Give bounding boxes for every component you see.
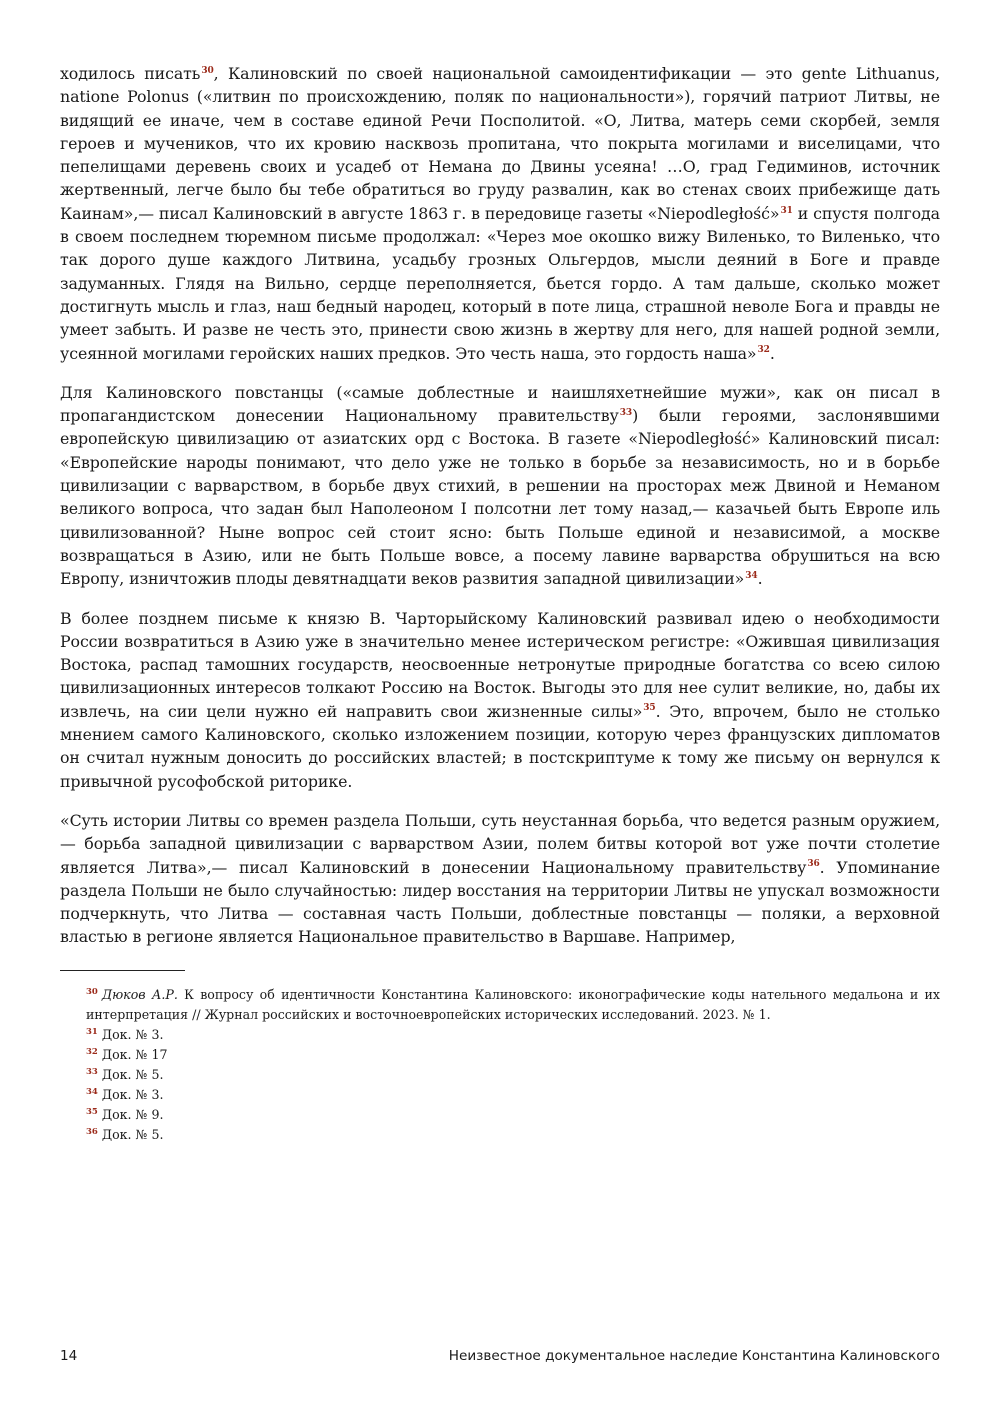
- body-text: [60, 62, 940, 949]
- paragraph-text: и спустя полгода в своем последнем тюремном письме продолжал: «Через мое окошко вижу Виленько, то Виленько, что так дорого душе каждого Литвина, усадьбу грозных Ольгердов, мысли деяний в Боге и правде задуманных. Глядя на Вильно, сердце переполняется, бьется гордо. А там дальше, сколько может достигнуть мысль и глаз, наш бедный народец, который в поте лица, страшной неволе Бога и правды не умеет забыть. И разве не честь это, принести свою жизнь в жертву для него, для нашей родной земли, усеянной могилами геройских наших предков. Это честь наша, это гордость наша»: [60, 203, 941, 363]
- paragraph: [60, 381, 940, 591]
- paragraph: [60, 62, 940, 365]
- footnote-text: Док. № 5.: [101, 1126, 164, 1142]
- footnote-divider: [60, 970, 185, 971]
- footnote-ref[interactable]: 33: [619, 407, 633, 418]
- footnote-item: [86, 1085, 940, 1105]
- page-number: 14: [60, 1348, 78, 1364]
- page-footer: [60, 1348, 940, 1364]
- footnotes: [60, 985, 940, 1145]
- paragraph-text: . Это, впрочем, было не столько мнением самого Калиновского, сколько изложением позиции, которую через французских дипломатов он считал нужным доносить до российских властей; в постскриптуме к тому же письму он вернулся к привычной русофобской риторике.: [60, 701, 941, 791]
- running-title: Неизвестное документальное наследие Константина Калиновского: [448, 1348, 940, 1364]
- footnote-item: [86, 1125, 940, 1145]
- footnote-ref[interactable]: 31: [780, 205, 793, 216]
- paragraph-text: ) были героями, заслонявшими европейскую цивилизацию от азиатских орд с Востока. В газете «Niepodległość» Калиновский писал: «Европейские народы понимают, что дело уже не только в борьбе за независимость, но и в борьбе цивилизации с варварством, в борьбе двух стихий, в решении на просторах меж Двиной и Неманом великого вопроса, что задан был Наполеоном I полсотни лет тому назад,— казачьей быть Европе иль цивилизованной? Ныне вопрос сей стоит ясно: быть Польше единой и независимой, а москве возвращаться в Азию, или не быть Польше вовсе, а посему лавине варварства обрушиться на всю Европу, изничтожив плоды девятнадцати веков развития западной цивилизации»: [60, 406, 940, 589]
- footnote-text: К вопросу об идентичности Константина Калиновского: иконографические коды нательного медальона и их интерпретация // Журнал российских и восточноевропейских исторических исследований. 2023. № 1.: [86, 986, 940, 1022]
- footnote-author: Дюков А.Р.: [101, 986, 178, 1002]
- footnote-number: 32: [86, 1046, 98, 1057]
- paragraph-text: . Упоминание раздела Польши не было случайностью: лидер восстания на территории Литвы не упускал возможности подчеркнуть, что Литва — составная часть Польши, доблестные повстанцы — поляки, а верховной властью в регионе является Национальное правительство в Варшаве. Например,: [60, 857, 941, 947]
- footnote-ref[interactable]: 35: [643, 703, 656, 714]
- page-content: [60, 62, 940, 1145]
- footnote-item: [86, 1065, 940, 1085]
- paragraph-text: «Суть истории Литвы со времен раздела Польши, суть неустанная борьба, что ведется разным оружием,— борьба западной цивилизации с варварством Азии, полем битвы которой вот уже почти столетие является Литва»,— писал Калиновский в донесении Национальному правительству: [60, 810, 940, 877]
- paragraph: [60, 809, 940, 949]
- footnote-item: [86, 985, 940, 1025]
- footnote-number: 30: [86, 986, 98, 997]
- footnote-number: 35: [86, 1106, 98, 1117]
- footnote-item: [86, 1045, 940, 1065]
- paragraph-text: В более позднем письме к князю В. Чарторыйскому Калиновский развивал идею о необходимости России возвратиться в Азию уже в значительно менее истерическом регистре: «Ожившая цивилизация Востока, распад тамошних государств, неосвоенные нетронутые природные богатства со всею силою цивилизационных интересов толкают Россию на Восток. Выгоды это для нее сулит великие, но, дабы их извлечь, на сии цели нужно ей направить свои жизненные силы»: [60, 608, 940, 721]
- footnote-text: Док. № 3.: [101, 1086, 164, 1102]
- footnote-item: [86, 1025, 940, 1045]
- footnote-text: Док. № 9.: [101, 1106, 164, 1122]
- footnote-number: 33: [86, 1066, 98, 1077]
- footnote-number: 34: [86, 1086, 98, 1097]
- footnote-text: Док. № 3.: [101, 1026, 164, 1042]
- footnote-ref[interactable]: 36: [807, 859, 820, 870]
- footnote-ref[interactable]: 30: [201, 65, 214, 76]
- paragraph-text: .: [757, 569, 763, 589]
- footnote-number: 36: [86, 1126, 98, 1137]
- paragraph-text: .: [769, 343, 775, 363]
- footnote-text: Док. № 17: [101, 1046, 168, 1062]
- footnote-item: [86, 1105, 940, 1125]
- paragraph-text: Для Калиновского повстанцы («самые доблестные и наишляхетнейшие мужи», как он писал в пропагандистском донесении Национальному правительству: [60, 382, 940, 426]
- paragraph-text: ходилось писать: [60, 64, 201, 83]
- footnote-ref[interactable]: 34: [745, 570, 758, 581]
- paragraph-text: , Калиновский по своей национальной самоидентификации — это gente Lithuanus, natione Polonus («литвин по происхождению, поляк по национальности»), горячий патриот Литвы, не видящий ее иначе, чем в составе единой Речи Посполитой. «О, Литва, матерь семи скорбей, земля героев и мучеников, что их кровию насквозь пропитана, что покрыта могилами и виселицами, что пепелищами деревень своих и усадеб от Немана до Двины усеяна! …О, град Гедиминов, источник жертвенный, легче было бы тебе обратиться во груду развалин, как во стенах своих прибежище дать Каинам»,— писал Калиновский в августе 1863 г. в передовице газеты «Niepodległość»: [60, 64, 940, 223]
- paragraph: [60, 607, 940, 793]
- footnote-number: 31: [86, 1026, 98, 1037]
- footnote-ref[interactable]: 32: [757, 345, 770, 356]
- footnote-text: Док. № 5.: [101, 1066, 164, 1082]
